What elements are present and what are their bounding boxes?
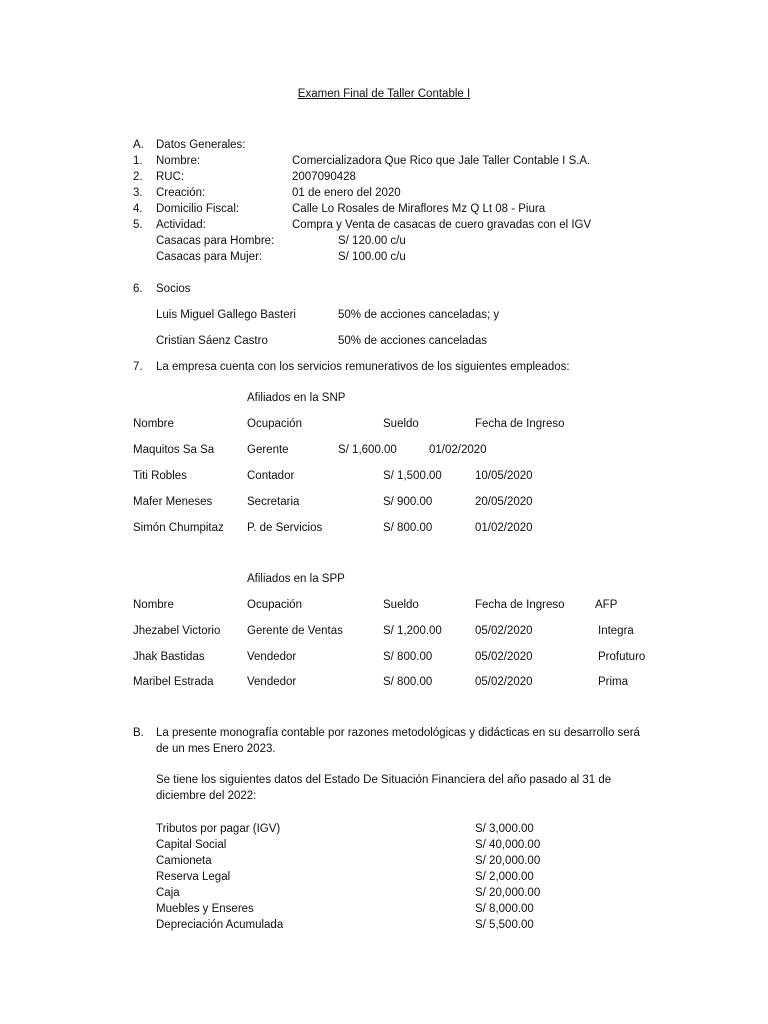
table-cell: S/ 1,500.00 — [383, 470, 442, 482]
table-cell: 01/02/2020 — [429, 444, 487, 456]
balance-label: Camioneta — [156, 855, 212, 867]
column-header: Sueldo — [383, 418, 419, 430]
section-b-intro: Se tiene los siguientes datos del Estado De Situación Financiera del año pasado al 31 de diciembre del 2022: — [156, 774, 612, 802]
item-label: Actividad: — [156, 219, 206, 231]
table-cell: 20/05/2020 — [475, 496, 533, 508]
table-cell: S/ 800.00 — [383, 651, 433, 663]
section-a-label: Datos Generales: — [156, 139, 246, 151]
item-label: Creación: — [156, 187, 206, 199]
table-cell: 01/02/2020 — [475, 522, 533, 534]
table-cell: Maquitos Sa Sa — [133, 444, 215, 456]
balance-label: Caja — [156, 887, 180, 899]
table-cell: Titi Robles — [133, 470, 187, 482]
table-cell: Gerente — [247, 444, 289, 456]
balance-amount: S/ 40,000.00 — [475, 839, 541, 851]
item-value: Compra y Venta de casacas de cuero gravadas con el IGV — [292, 219, 592, 231]
balance-amount: S/ 2,000.00 — [475, 871, 534, 883]
balance-amount: S/ 20,000.00 — [475, 887, 541, 899]
table-cell: Gerente de Ventas — [247, 625, 343, 637]
column-header: Sueldo — [383, 599, 419, 611]
item-label: RUC: — [156, 171, 185, 183]
column-header: Nombre — [133, 418, 174, 430]
item-value: Comercializadora Que Rico que Jale Taller Contable I S.A. — [292, 155, 591, 167]
item-number: 3. — [133, 187, 143, 199]
column-header: AFP — [595, 599, 618, 611]
item-number: 2. — [133, 171, 143, 183]
balance-label: Reserva Legal — [156, 871, 231, 883]
table-cell: S/ 1,200.00 — [383, 625, 442, 637]
socio-name: Cristian Sáenz Castro — [156, 335, 268, 347]
table-cell: 05/02/2020 — [475, 676, 533, 688]
item-value: 01 de enero del 2020 — [292, 187, 401, 199]
column-header: Ocupación — [247, 599, 302, 611]
section-b-paragraph: La presente monografía contable por razones metodológicas y didácticas en su desarrollo será de un mes Enero 2023. — [156, 727, 640, 755]
column-header: Nombre — [133, 599, 174, 611]
table-cell: Maribel Estrada — [133, 676, 214, 688]
spp-heading: Afiliados en la SPP — [247, 573, 345, 585]
section-b-marker: B. — [133, 727, 144, 739]
table-cell: Prima — [598, 676, 629, 688]
column-header: Ocupación — [247, 418, 302, 430]
table-cell: Contador — [247, 470, 295, 482]
balance-label: Muebles y Enseres — [156, 903, 254, 915]
socios-label: Socios — [156, 283, 191, 295]
table-cell: Vendedor — [247, 651, 297, 663]
product-label: Casacas para Mujer: — [156, 251, 263, 263]
item-value: 2007090428 — [292, 171, 356, 183]
item-number: 5. — [133, 219, 143, 231]
table-cell: P. de Servicios — [247, 522, 323, 534]
balance-amount: S/ 5,500.00 — [475, 919, 534, 931]
table-cell: S/ 800.00 — [383, 676, 433, 688]
balance-label: Depreciación Acumulada — [156, 919, 284, 931]
table-cell: 05/02/2020 — [475, 625, 533, 637]
document-title: Examen Final de Taller Contable I — [297, 88, 471, 100]
table-cell: Jhak Bastidas — [133, 651, 205, 663]
item-number: 4. — [133, 203, 143, 215]
table-cell: Integra — [598, 625, 634, 637]
table-cell: S/ 900.00 — [383, 496, 433, 508]
employees-number: 7. — [133, 361, 143, 373]
balance-label: Capital Social — [156, 839, 227, 851]
item-number: 1. — [133, 155, 143, 167]
snp-heading: Afiliados en la SNP — [247, 392, 346, 404]
table-cell: Vendedor — [247, 676, 297, 688]
item-label: Domicilio Fiscal: — [156, 203, 240, 215]
table-cell: Simón Chumpitaz — [133, 522, 224, 534]
item-value: Calle Lo Rosales de Miraflores Mz Q Lt 08 - Piura — [292, 203, 546, 215]
balance-amount: S/ 3,000.00 — [475, 823, 534, 835]
product-label: Casacas para Hombre: — [156, 235, 275, 247]
socios-number: 6. — [133, 283, 143, 295]
balance-amount: S/ 8,000.00 — [475, 903, 534, 915]
table-cell: Secretaria — [247, 496, 300, 508]
socio-share: 50% de acciones canceladas — [338, 335, 487, 347]
socio-name: Luis Miguel Gallego Basteri — [156, 309, 296, 321]
table-cell: S/ 800.00 — [383, 522, 433, 534]
table-cell: 10/05/2020 — [475, 470, 533, 482]
table-cell: Mafer Meneses — [133, 496, 213, 508]
table-cell: Jhezabel Victorio — [133, 625, 221, 637]
table-cell: Profuturo — [598, 651, 646, 663]
section-a-marker: A. — [133, 139, 144, 151]
balance-amount: S/ 20,000.00 — [475, 855, 541, 867]
balance-label: Tributos por pagar (IGV) — [156, 823, 281, 835]
column-header: Fecha de Ingreso — [475, 418, 565, 430]
employees-intro: La empresa cuenta con los servicios remunerativos de los siguientes empleados: — [156, 361, 570, 373]
socio-share: 50% de acciones canceladas; y — [338, 309, 500, 321]
table-cell: 05/02/2020 — [475, 651, 533, 663]
column-header: Fecha de Ingreso — [475, 599, 565, 611]
product-price: S/ 120.00 c/u — [338, 235, 406, 247]
product-price: S/ 100.00 c/u — [338, 251, 406, 263]
item-label: Nombre: — [156, 155, 201, 167]
table-cell: S/ 1,600.00 — [338, 444, 397, 456]
